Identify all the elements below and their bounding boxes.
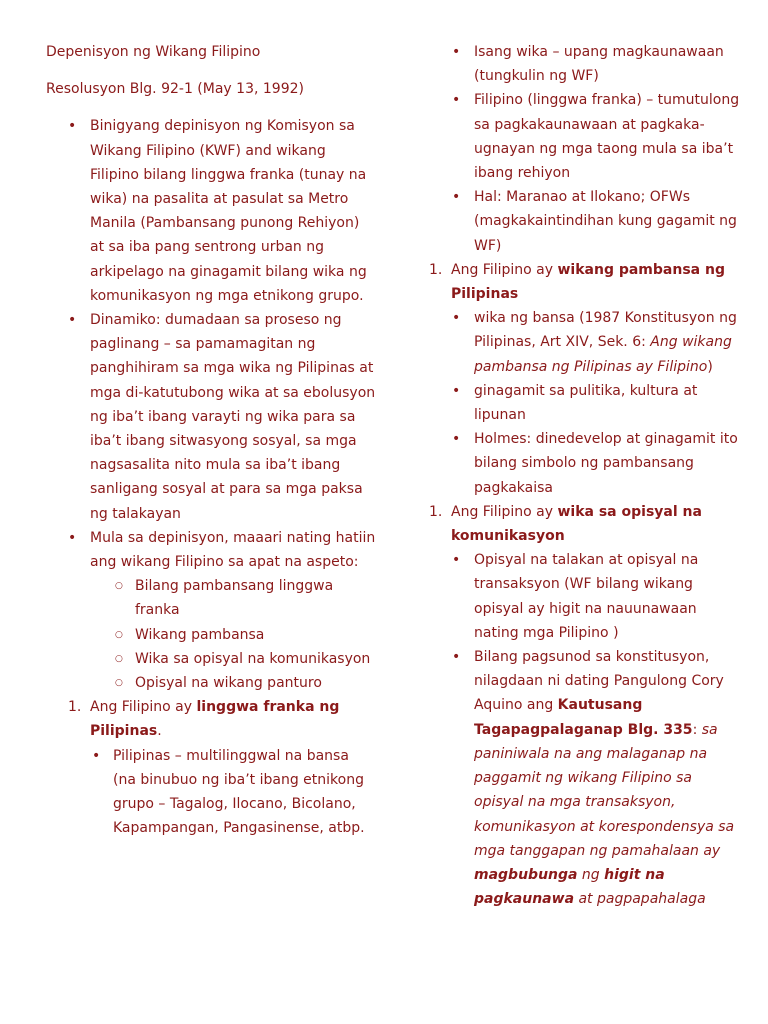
section-3-bullet-2-text: Bilang pagsunod sa konstitusyon, nilagdaan ni dating Pangulong Cory Aquino ang bbox=[474, 649, 724, 714]
section-3-bullet-2-emph-1: magbubunga bbox=[474, 866, 578, 883]
section-1-bold: linggwa franka ng Pilipinas bbox=[90, 699, 340, 740]
section-1-prefix: Ang Filipino ay bbox=[90, 699, 197, 716]
section-3-heading bbox=[428, 500, 742, 548]
section-2-heading bbox=[428, 258, 742, 306]
section-3-list bbox=[428, 500, 742, 548]
section-3-bold: wika sa opisyal na komunikasyon bbox=[451, 503, 702, 545]
section-3-prefix: Ang Filipino ay bbox=[451, 503, 558, 520]
document-title: Depenisyon ng Wikang Filipino bbox=[46, 44, 261, 60]
section-3-bullet-2 bbox=[428, 645, 742, 911]
section-2-list bbox=[428, 258, 742, 306]
section-1-bullet-2: • Isang wika – upang magkaunawaan (tungkulin ng WF) bbox=[428, 40, 742, 88]
right-column bbox=[428, 40, 742, 911]
section-1-number: 1. bbox=[68, 699, 82, 716]
section-3-bullet-2-quote-2: ng bbox=[577, 866, 605, 883]
section-1-heading bbox=[46, 695, 376, 743]
section-3-bullet-2-colon: : bbox=[692, 721, 698, 738]
left-column bbox=[46, 40, 376, 841]
section-1-bullets-right bbox=[428, 40, 742, 258]
section-2-bullet-1 bbox=[428, 306, 742, 379]
intro-bullet-2: • Dinamiko: dumadaan sa proseso ng paglinang – sa pamamagitan ng panghihiram sa mga wika ng Pilipinas at mga di-katutubong wika at sa ebolusyon ng iba’t ibang varayti ng wika para sa iba’t ibang sitwasyong sosyal, sa mga nagsasalita nito mula sa iba’t ibang sanligang sosyal at para sa mga paksa ng talakayan bbox=[46, 308, 376, 526]
section-1-bullets-left bbox=[46, 744, 376, 841]
section-2-bullet-2: • ginagamit sa pulitika, kultura at lipunan bbox=[428, 379, 742, 427]
section-3-bullet-2-quote-1: sa paniniwala na ang malaganap na paggamit ng wikang Filipino sa opisyal na mga transaksyon, komunikasyon at korespondensya sa mga tanggapan ng pamahalaan ay bbox=[474, 721, 735, 859]
section-2-bullet-1-text: wika ng bansa (1987 Konstitusyon ng Pilipinas, Art XIV, Sek. 6: bbox=[474, 310, 737, 351]
section-2-bullet-1-end: ) bbox=[707, 358, 713, 375]
aspect-item: ○ Opisyal na wikang panturo bbox=[46, 671, 376, 695]
section-1-suffix: . bbox=[157, 723, 162, 740]
aspect-item: ○ Wika sa opisyal na komunikasyon bbox=[46, 647, 376, 671]
intro-bullet-1: • Binigyang depinisyon ng Komisyon sa Wikang Filipino (KWF) and wikang Filipino bilang linggwa franka (tunay na wika) na pasalita at pasulat sa Metro Manila (Pambansang punong Rehiyon) at sa iba pang sentrong urban ng arkipelago na ginagamit bilang wika ng komunikasyon ng mga etnikong grupo. bbox=[46, 114, 376, 308]
section-1-list bbox=[46, 695, 376, 743]
section-1-bullet-1: • Pilipinas – multilinggwal na bansa (na binubuo ng iba’t ibang etnikong grupo – Tagalog, Ilocano, Bicolano, Kapampangan, Pangasinense, atbp. bbox=[46, 744, 376, 841]
section-1-bullet-3: • Filipino (linggwa franka) – tumutulong sa pagkakaunawaan at pagkaka-ugnayan ng mga taong mula sa iba’t ibang rehiyon bbox=[428, 88, 742, 185]
section-3-bullet-1: • Opisyal na talakan at opisyal na transaksyon (WF bilang wikang opisyal ay higit na nauunawaan nating mga Pilipino ) bbox=[428, 548, 742, 645]
section-3-bullet-2-quote-3: at pagpapahalaga bbox=[574, 891, 706, 908]
section-2-bullet-1-quote: Ang wikang pambansa ng Pilipinas ay Filipino bbox=[474, 334, 732, 375]
resolution-line: Resolusyon Blg. 92-1 (May 13, 1992) bbox=[46, 81, 304, 98]
section-3-bullet-2-emph-2: higit na pagkaunawa bbox=[474, 866, 665, 908]
section-3-number: 1. bbox=[429, 503, 443, 520]
section-2-bullet-3: • Holmes: dinedevelop at ginagamit ito bilang simbolo ng pambansang pagkakaisa bbox=[428, 427, 742, 500]
section-2-bold: wikang pambansa ng Pilipinas bbox=[451, 261, 725, 303]
aspect-item: ○ Wikang pambansa bbox=[46, 623, 376, 647]
section-1-bullet-4: • Hal: Maranao at Ilokano; OFWs (magkakaintindihan kung gagamit ng WF) bbox=[428, 185, 742, 258]
intro-list bbox=[46, 114, 376, 695]
section-3-bullet-2-order: Kautusang Tagapagpalaganap Blg. 335 bbox=[474, 697, 693, 738]
aspect-item: ○ Bilang pambansang linggwa franka bbox=[46, 574, 376, 622]
section-2-prefix: Ang Filipino ay bbox=[451, 261, 558, 278]
section-2-bullets bbox=[428, 306, 742, 500]
section-2-number: 1. bbox=[429, 261, 443, 278]
section-3-bullets bbox=[428, 548, 742, 911]
intro-bullet-3: • Mula sa depinisyon, maaari nating hatiin ang wikang Filipino sa apat na aspeto: bbox=[46, 526, 376, 574]
